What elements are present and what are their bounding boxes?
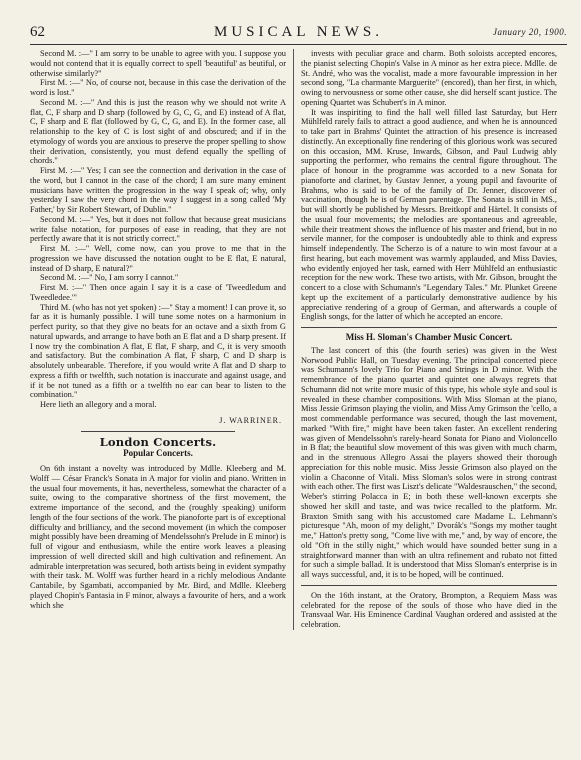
column-divider [293, 49, 294, 630]
paragraph: First M. :—" Yes; I can see the connection and derivation in the case of the word, but I cannot in the case of the chord; I am sure many eminent musicians have written the progression in the way I speak of; why, only yesterday I saw the very chord in the way I suggest in a song called 'My Father,' by Sir Robert Stewart, of Dublin." [30, 166, 286, 214]
issue-date: January 20, 1900. [493, 27, 567, 37]
paragraph: Second M. :—" And this is just the reason why we should not write A flat, C, F sharp and D sharp (followed by G, C, G, and E) instead of A flat, C, F sharp and E flat (followed by G, C, G, and E). In the former case, all relationship to the key of C is lost sight of and obscured; and if in the etymology of words you are anxious to preserve the proper spelling to show their derivation, consistently, you must defend equally the spelling of chords." [30, 97, 286, 166]
page-number: 62 [30, 24, 45, 40]
columns [30, 49, 567, 630]
paragraph: Second M. :—" I am sorry to be unable to agree with you. I suppose you would not contend that it is equally correct to spell 'beautiful' as beutiful, or otherwise similarly?" [30, 49, 286, 78]
paragraph: First M. :—" Then once again I say it is a case of 'Tweedledum and Tweedledee.'" [30, 283, 286, 302]
paragraph: On the 16th instant, at the Oratory, Brompton, a Requiem Mass was celebrated for the repose of the souls of those who have died in the Transvaal War. His Eminence Cardinal Vaughan ordered and assisted at the celebration. [301, 590, 557, 629]
paragraph: Here lieth an allegory and a moral. [40, 400, 157, 409]
paragraph: First M. :—" No, of course not, because in this case the derivation of the word is lost." [30, 78, 286, 97]
paragraph: Second M. :—" Yes, but it does not follow that because great musicians write false notation, for purposes of ease in reading, that they are not perfectly aware that it is not strictly correct." [30, 214, 286, 244]
paragraph: Second M. :—" No, I am sorry I cannot." [40, 273, 179, 283]
section-heading-london-concerts: London Concerts. [99, 434, 217, 449]
paragraph: The last concert of this (the fourth series) was given in the West Norwood Public Hall, on Tuesday evening. The principal concerted piece was Schumann's lovely Trio for Piano and Strings in D minor. With the remembrance of the piano quartet and quintet one always regrets that Schumann did not write more music of this type, his whole style and soul is revealed in these chamber compositions. With Miss Sloman at the piano, Miss Jessie Grimson playing the violin, and Miss Amy Grimson the 'cello, a most commendable performance was secured, though the last movement, marked "With fire," might have been taken faster. An excellent rendering was given of Mendelssohn's rarely-heard Sonata for Piano and Violoncello in B flat; the beautiful slow movement of this was given with much charm, and in the strenuous Allegro Assai the players showed their thorough appreciation for this noble music. Miss Jessie Grimson also played on the violin a Chaconne of Vitali. Miss Sloman's solos were in strong contrast with each other. The first was Liszt's delicate "Waldesrauschen," the second, Weber's stirring Polacca in E; in both these well-known excerpts she showed her skill and taste, and was twice recalled to the platform. Mr. Braxton Smith sang with his accustomed care Madame L. Lehmann's picturesque "Ah, moon of my delight," Dvorák's "Songs my mother taught me," Hatton's pretty song, "Come live with me," and, by way of encore, the old "Oft in the stilly night," which would have sounded better sung in a straightforward manner than with an ultra refinement and rubato not fitted for such a simple ballad. It is understood that Miss Sloman's enterprise is in all ways successful, and, it is to be hoped, will be continued. [301, 345, 557, 579]
left-column [30, 49, 286, 630]
right-column [301, 49, 557, 630]
paragraph: First M. :—" Well, come now, can you prove to me that in the progression we have discussed the notation ought to be E flat, E natural, instead of D sharp, E natural?" [30, 244, 286, 273]
paragraph: invests with peculiar grace and charm. Both soloists accepted encores, the pianist selecting Chopin's Valse in A minor as her extra piece. Mdlle. de St. André, who was the vocalist, made a more favourable impression in her second song, "La charmante Marguerite" (encored), than her first, in which, owing to nervousness or some other cause, she did herself scant justice. The opening Quartet was Schubert's in A minor. [301, 49, 557, 107]
page-header [30, 22, 567, 45]
publication-title: MUSICAL NEWS. [214, 24, 383, 40]
paragraph: On 6th instant a novelty was introduced by Mdlle. Kleeberg and M. Wolff — César Franck's Sonata in A major for violin and piano. Written in the usual four movements, it has, nevertheless, somewhat the character of a suite, owing to the comparative shortness of the first movement, the extreme importance of the second, and the (roughly speaking) uniform length of the four sections of the work. The pianoforte part is of exceptional difficulty and brilliancy, and the second movement (in which the composer might possibly have been dreaming of Mendelssohn's Prelude in E minor) is full of vigour and enthusiasm, while the entire work leaves a pleasing impression of well directed skill and high cultivation and refinement. An admirable interpretation was secured, both artists being in evident sympathy with their task. M. Wolff was further heard in a richly melodious Andante Cantabile, by Sgambati, accompanied by Mr. Bird, and Mdlle. Kleeberg played Chopin's Fantasia in F minor, always a favourite of hers, and a work which she [30, 464, 286, 610]
divider [301, 585, 557, 586]
author-signature: J. WARRINER. [219, 415, 282, 425]
paragraph: It was inspiriting to find the hall well filled last Saturday, but Herr Mühlfeld rarely fails to attract a good audience, and when he is announced to take part in Brahms' Quintet the attraction of his presence is increased distinctly. An exceptionally fine rendering of this glorious work was secured on this occasion, MM. Kruse, Inwards, Gibson, and Paul Ludwig ably supporting the performer, who remains the central figure throughout. The place of honour in the programme was accorded to a new Sonata for pianoforte and clarinet, by Gustav Jenner, a young pupil and favourite of Brahms, who is said to be of the family of Dr. Jenner, discoverer of vaccination, though he is of German parentage. The Sonata is still in MS., but will shortly be published by Messrs. Breitkopf and Härtel. It consists of the usual four movements; the melodies are spontaneous and agreeable, while their treatment shows the influence of his master and friend, but in no servile manner, for the composer is undoubtedly able to think and express himself independently. The Scherzo is of a nature to win most favour at a first hearing, but each movement was warmly applauded, and Miss Davies, who evidently enjoyed her task, earned with Herr Mühlfeld an enthusiastic reception for the new work. These two artists, with Mr. Gibson, brought the concert to a close with Schumann's "Legendary Tales." Mr. Plunket Greene kept up the excitement of a particularly demonstrative audience by his appreciative rendering of a group of German, and afterwards a couple of English songs, for the latter of which he accepted an encore. [301, 107, 557, 322]
divider [81, 431, 235, 432]
divider [301, 327, 557, 328]
paragraph: Third M. (who has not yet spoken) :—" Stay a moment! I can prove it, so far as it is humanly possible. I will tune some notes on a harmonium in perfect purity, so that they give no beats for an octave and a sixth from G natural upwards, and arrange to have both an E flat and a D sharp present. If I now try the combination A flat, E flat, F sharp, and C, it is very smooth and satisfactory. But the combination A flat, F sharp, C and D sharp is absolutely unbearable. Therefore, if you would write A flat and D sharp to express a fifth or twelfth, such notation is inaccurate and against usage, and if it be not tuned as a fifth or a twelfth no ear can bear to listen to the combination." [30, 302, 287, 400]
subheading-popular-concerts: Popular Concerts. [123, 448, 193, 459]
section-heading-sloman-concert: Miss H. Sloman's Chamber Music Concert. [345, 332, 513, 342]
